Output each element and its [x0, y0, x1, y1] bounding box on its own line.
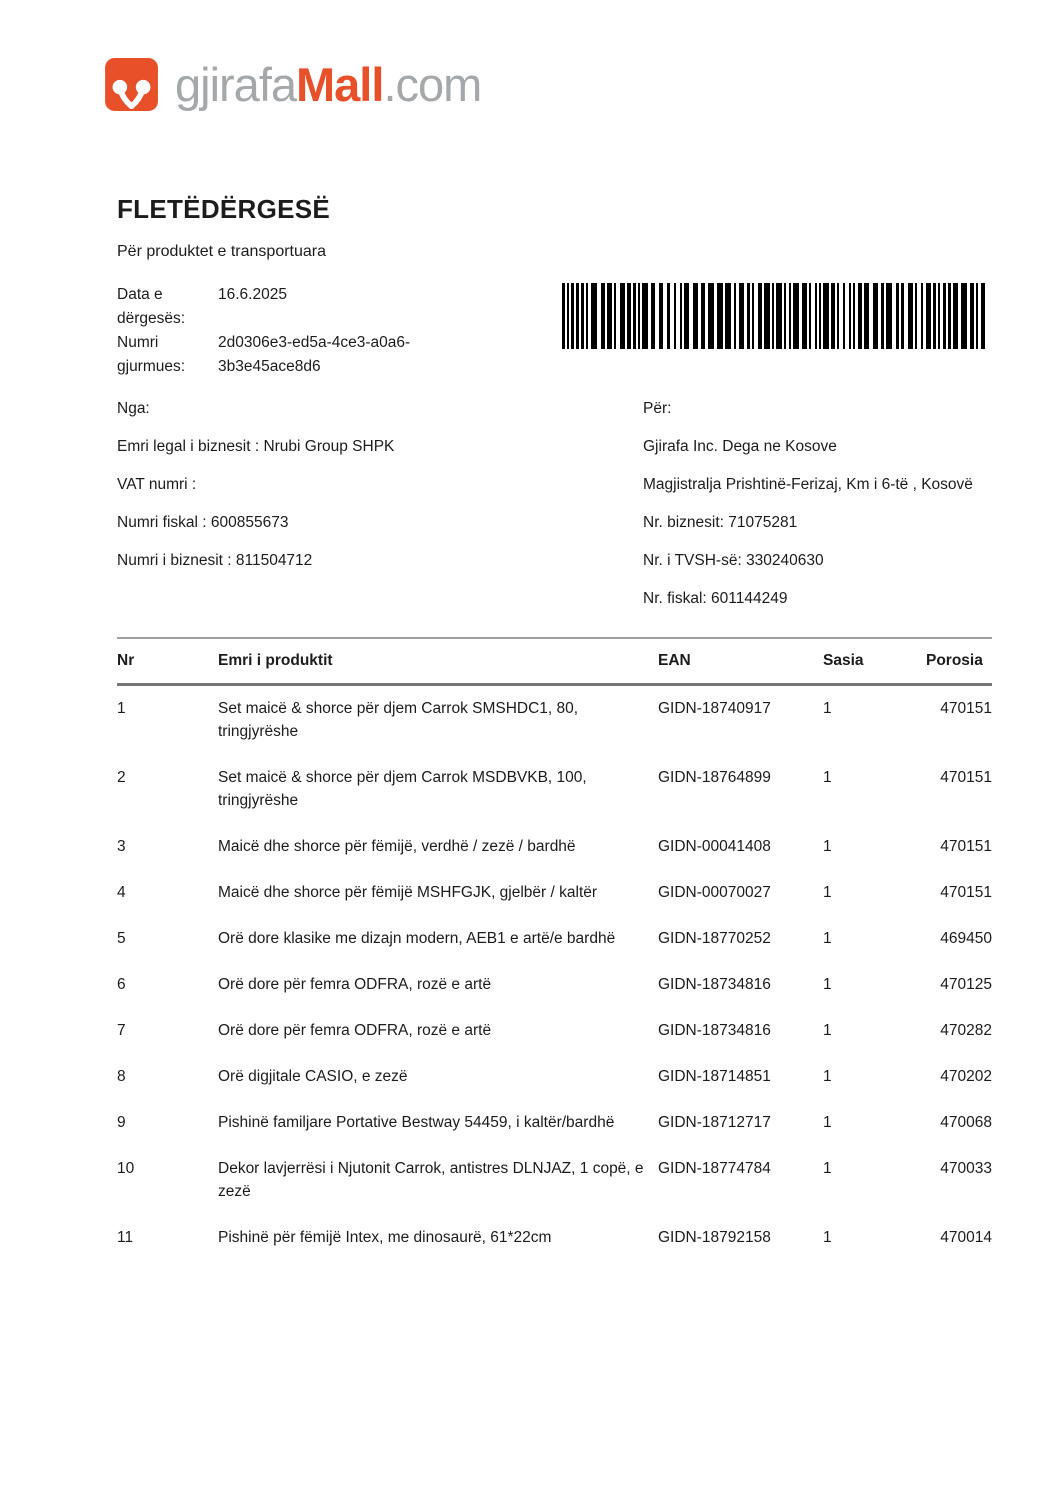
- cell-order: 469450: [940, 930, 992, 947]
- logo-text-mall: Mall: [296, 58, 384, 111]
- products-table-container: [117, 637, 992, 1261]
- recipient-address: Magjistralja Prishtinë-Ferizaj, Km i 6-të , Kosovë: [643, 476, 973, 493]
- cell-order: 470068: [940, 1114, 992, 1131]
- table-header-row: [117, 638, 992, 685]
- cell-qty: 1: [823, 700, 832, 717]
- sender-vat-number: VAT numri :: [117, 476, 197, 493]
- table-row: [117, 1100, 992, 1146]
- cell-qty: 1: [823, 1068, 832, 1085]
- column-header-nr: Nr: [117, 652, 135, 669]
- recipient-section: [643, 398, 1018, 626]
- page-subtitle: Për produktet e transportuara: [117, 243, 327, 260]
- cell-nr: 1: [117, 700, 126, 717]
- cell-product-name: Orë dore për femra ODFRA, rozë e artë: [218, 1022, 492, 1039]
- recipient-name: Gjirafa Inc. Dega ne Kosove: [643, 438, 837, 455]
- cell-qty: 1: [823, 1160, 832, 1177]
- cell-product-name: Orë dore për femra ODFRA, rozë e artë: [218, 976, 492, 993]
- cell-order: 470151: [940, 769, 992, 786]
- cell-nr: 9: [117, 1114, 126, 1131]
- cell-order: 470151: [940, 884, 992, 901]
- cell-product-name: Maicë dhe shorce për fëmijë MSHFGJK, gjelbër / kaltër: [218, 884, 598, 901]
- table-row: [117, 962, 992, 1008]
- table-row: [117, 1215, 992, 1261]
- giraffe-logo-icon: [104, 57, 159, 112]
- column-header-ean: EAN: [658, 652, 691, 669]
- table-row: [117, 870, 992, 916]
- cell-qty: 1: [823, 1229, 832, 1246]
- cell-qty: 1: [823, 884, 832, 901]
- cell-order: 470125: [940, 976, 992, 993]
- cell-product-name: Maicë dhe shorce për fëmijë, verdhë / zezë / bardhë: [218, 838, 576, 855]
- cell-ean: GIDN-18764899: [658, 769, 771, 786]
- products-table: [117, 637, 992, 1261]
- cell-qty: 1: [823, 769, 832, 786]
- cell-product-name: Orë dore klasike me dizajn modern, AEB1 e artë/e bardhë: [218, 930, 616, 947]
- sender-fiscal-number: Numri fiskal : 600855673: [117, 514, 289, 531]
- products-table-body: [117, 685, 992, 1262]
- logo: [104, 57, 481, 112]
- cell-nr: 2: [117, 769, 126, 786]
- recipient-fiscal-number: Nr. fiskal: 601144249: [643, 590, 788, 607]
- cell-order: 470033: [940, 1160, 992, 1177]
- table-row: [117, 916, 992, 962]
- cell-qty: 1: [823, 1114, 832, 1131]
- sender-legal-name: Emri legal i biznesit : Nrubi Group SHPK: [117, 438, 395, 455]
- logo-text: [175, 58, 482, 111]
- cell-product-name: Pishinë familjare Portative Bestway 54459, i kaltër/bardhë: [218, 1114, 615, 1131]
- cell-nr: 3: [117, 838, 126, 855]
- cell-ean: GIDN-18740917: [658, 700, 771, 717]
- cell-qty: 1: [823, 976, 832, 993]
- tracking-number-value: 2d0306e3-ed5a-4ce3-a0a6-3b3e45ace8d6: [218, 334, 411, 375]
- column-header-qty: Sasia: [823, 652, 864, 669]
- cell-nr: 5: [117, 930, 126, 947]
- table-row: [117, 755, 992, 824]
- table-row: [117, 1054, 992, 1100]
- shipment-meta: [117, 283, 438, 379]
- cell-ean: GIDN-18714851: [658, 1068, 771, 1085]
- cell-product-name: Dekor lavjerrësi i Njutonit Carrok, antistres DLNJAZ, 1 copë, e zezë: [218, 1160, 644, 1200]
- cell-order: 470282: [940, 1022, 992, 1039]
- cell-nr: 10: [117, 1160, 135, 1177]
- cell-product-name: Pishinë për fëmijë Intex, me dinosaurë, 61*22cm: [218, 1229, 552, 1246]
- cell-order: 470151: [940, 700, 992, 717]
- table-row: [117, 1008, 992, 1054]
- cell-qty: 1: [823, 1022, 832, 1039]
- cell-nr: 4: [117, 884, 126, 901]
- sender-heading: Nga:: [117, 400, 150, 417]
- table-row: [117, 824, 992, 870]
- logo-text-com: .com: [383, 58, 482, 111]
- cell-ean: GIDN-18774784: [658, 1160, 771, 1177]
- page-title: FLETËDËRGESË: [117, 194, 331, 224]
- cell-nr: 7: [117, 1022, 126, 1039]
- barcode: [562, 283, 986, 349]
- sender-section: [117, 398, 597, 588]
- cell-ean: GIDN-18734816: [658, 1022, 771, 1039]
- cell-ean: GIDN-18712717: [658, 1114, 771, 1131]
- shipment-date-value: 16.6.2025: [218, 286, 287, 303]
- cell-qty: 1: [823, 838, 832, 855]
- cell-order: 470014: [940, 1229, 992, 1246]
- table-row: [117, 685, 992, 756]
- cell-ean: GIDN-00041408: [658, 838, 771, 855]
- cell-nr: 8: [117, 1068, 126, 1085]
- column-header-order: Porosia: [926, 652, 983, 669]
- sender-business-number: Numri i biznesit : 811504712: [117, 552, 313, 569]
- logo-text-gjirafa: gjirafa: [175, 58, 297, 111]
- cell-ean: GIDN-00070027: [658, 884, 771, 901]
- cell-ean: GIDN-18770252: [658, 930, 771, 947]
- recipient-business-number: Nr. biznesit: 71075281: [643, 514, 798, 531]
- cell-order: 470151: [940, 838, 992, 855]
- recipient-heading: Për:: [643, 400, 672, 417]
- cell-qty: 1: [823, 930, 832, 947]
- cell-nr: 11: [117, 1229, 134, 1246]
- cell-order: 470202: [940, 1068, 992, 1085]
- cell-product-name: Set maicë & shorce për djem Carrok MSDBVKB, 100, tringjyrëshe: [218, 769, 587, 809]
- cell-ean: GIDN-18734816: [658, 976, 771, 993]
- cell-product-name: Orë digjitale CASIO, e zezë: [218, 1068, 408, 1085]
- cell-ean: GIDN-18792158: [658, 1229, 771, 1246]
- recipient-vat-number: Nr. i TVSH-së: 330240630: [643, 552, 824, 569]
- table-row: [117, 1146, 992, 1215]
- cell-product-name: Set maicë & shorce për djem Carrok SMSHDC1, 80, tringjyrëshe: [218, 700, 579, 740]
- shipment-date-label: Data e dërgesës:: [117, 286, 186, 327]
- tracking-number-label: Numri gjurmues:: [117, 334, 186, 375]
- cell-nr: 6: [117, 976, 126, 993]
- column-header-product-name: Emri i produktit: [218, 652, 333, 669]
